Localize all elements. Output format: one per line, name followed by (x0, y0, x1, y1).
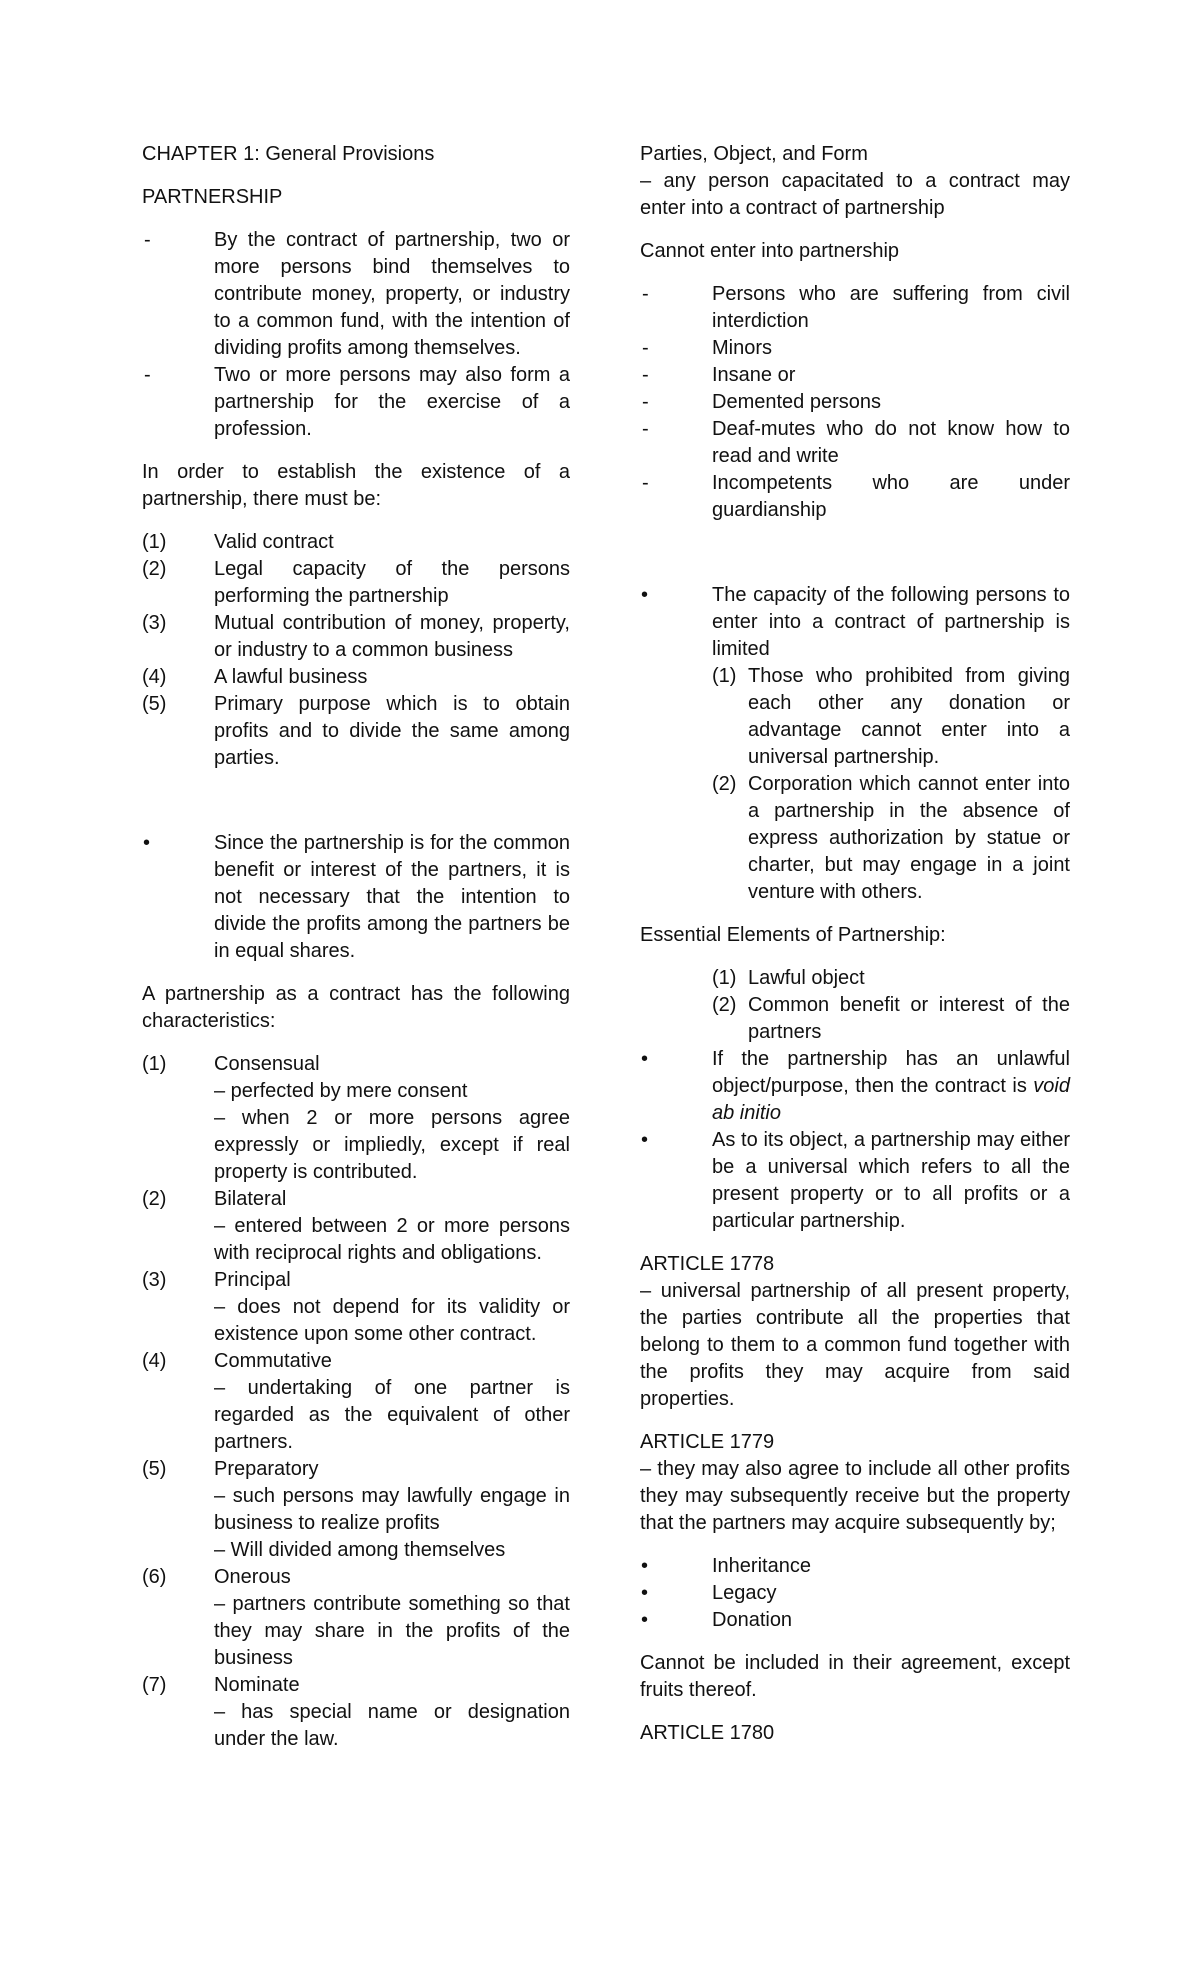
dash-marker: - (642, 283, 649, 305)
list-item (142, 1456, 570, 1564)
characteristic-detail: – does not depend for its validity or existence upon some other contract. (214, 1296, 570, 1345)
characteristic-name: Onerous (214, 1566, 291, 1588)
characteristic-detail: – when 2 or more persons agree expressly or impliedly, except if real property is contributed. (214, 1107, 570, 1183)
characteristic-detail: – perfected by mere consent (214, 1080, 468, 1102)
list-item (640, 1553, 1070, 1580)
article-1778-text: – universal partnership of all present property, the parties contribute all the properties that belong to them to a common fund together with the profits they may acquire from said properties. (640, 1280, 1070, 1410)
list-item (640, 335, 1070, 362)
item-text: Insane or (712, 364, 796, 386)
list-item (142, 529, 570, 556)
list-item (142, 1672, 570, 1753)
characteristic-detail: – Will divided among themselves (214, 1539, 506, 1561)
list-item (640, 1607, 1070, 1634)
item-number: (2) (142, 1188, 167, 1210)
list-item (142, 1051, 570, 1186)
list-item (640, 362, 1070, 389)
list-item (142, 1267, 570, 1348)
item-number: (1) (712, 665, 737, 687)
cannot-enter-list (640, 281, 1070, 524)
right-column (640, 141, 1070, 1763)
equal-shares-list (142, 830, 570, 965)
list-item (142, 1186, 570, 1267)
section-title: PARTNERSHIP (142, 186, 283, 208)
item-number: (2) (712, 773, 737, 795)
list-item (142, 610, 570, 664)
list-item (712, 663, 1070, 771)
bullet-icon: • (641, 1129, 649, 1151)
list-item (142, 556, 570, 610)
bullet-icon: • (641, 1582, 649, 1604)
bullet-icon: • (143, 832, 151, 854)
essential-sublist-wrap (640, 965, 1070, 1046)
essential-list (712, 965, 1070, 1046)
list-item (640, 281, 1070, 335)
list-item (712, 965, 1070, 992)
chapter-title: CHAPTER 1: General Provisions (142, 143, 435, 165)
bullet-icon: • (641, 584, 649, 606)
note-text: As to its object, a partnership may either be a universal which refers to all the present property or to all profits or a particular partnership. (712, 1129, 1070, 1232)
left-column (142, 141, 570, 1769)
list-item (640, 416, 1070, 470)
item-number: (6) (142, 1566, 167, 1588)
void-ab-initio-text: void ab initio (712, 1075, 1070, 1124)
characteristics-intro: A partnership as a contract has the following characteristics: (142, 983, 570, 1032)
note-text: If the partnership has an unlawful object/purpose, then the contract is (712, 1048, 1070, 1097)
bullet-icon: • (641, 1609, 649, 1631)
list-item (142, 362, 570, 443)
characteristic-name: Preparatory (214, 1458, 319, 1480)
item-number: (1) (142, 531, 167, 553)
list-item (142, 691, 570, 772)
article-1779-text: – they may also agree to include all other profits they may subsequently receive but the property that the partners may acquire subsequently by; (640, 1458, 1070, 1534)
characteristic-name: Consensual (214, 1053, 320, 1075)
parties-text: – any person capacitated to a contract may enter into a contract of partnership (640, 170, 1070, 219)
characteristic-detail: – partners contribute something so that they may share in the profits of the business (214, 1593, 570, 1669)
characteristic-name: Bilateral (214, 1188, 287, 1210)
list-item (142, 1564, 570, 1672)
definition-text: Two or more persons may also form a partnership for the exercise of a profession. (214, 364, 570, 440)
item-number: (4) (142, 666, 167, 688)
characteristic-name: Commutative (214, 1350, 332, 1372)
characteristic-detail: – entered between 2 or more persons with reciprocal rights and obligations. (214, 1215, 570, 1264)
item-text: Primary purpose which is to obtain profits and to divide the same among parties. (214, 693, 570, 769)
list-item (640, 582, 1070, 663)
item-text: Valid contract (214, 531, 334, 553)
capacity-sublist-wrap (640, 663, 1070, 906)
item-text: Deaf-mutes who do not know how to read and write (712, 418, 1070, 467)
dash-marker: - (144, 229, 151, 251)
item-text: Demented persons (712, 391, 881, 413)
item-text: Minors (712, 337, 773, 359)
article-1780-title: ARTICLE 1780 (640, 1722, 775, 1744)
bullet-icon: • (641, 1048, 649, 1070)
dash-marker: - (642, 337, 649, 359)
list-item (142, 1348, 570, 1456)
item-number: (7) (142, 1674, 167, 1696)
note-text: The capacity of the following persons to enter into a contract of partnership is limited (712, 584, 1070, 660)
item-text: Lawful object (748, 967, 865, 989)
characteristic-detail: – such persons may lawfully engage in business to realize profits (214, 1485, 570, 1534)
item-text: Persons who are suffering from civil interdiction (712, 283, 1070, 332)
characteristic-name: Principal (214, 1269, 291, 1291)
dash-marker: - (144, 364, 151, 386)
list-item (712, 771, 1070, 906)
acquisition-list (640, 1553, 1070, 1634)
characteristic-detail: – undertaking of one partner is regarded as the equivalent of other partners. (214, 1377, 570, 1453)
list-item (640, 1580, 1070, 1607)
list-item (142, 227, 570, 362)
article-1779-title: ARTICLE 1779 (640, 1431, 775, 1453)
capacity-sublist (712, 663, 1070, 906)
capacity-list (640, 582, 1070, 663)
item-text: Legal capacity of the persons performing the partnership (214, 558, 570, 607)
item-number: (5) (142, 693, 167, 715)
item-text: Legacy (712, 1582, 777, 1604)
item-number: (4) (142, 1350, 167, 1372)
item-number: (2) (142, 558, 167, 580)
item-text: A lawful business (214, 666, 368, 688)
existence-intro: In order to establish the existence of a partnership, there must be: (142, 461, 570, 510)
dash-marker: - (642, 418, 649, 440)
characteristics-list (142, 1051, 570, 1753)
item-number: (2) (712, 994, 737, 1016)
item-text: Incompetents who are under guardianship (712, 472, 1070, 521)
dash-marker: - (642, 472, 649, 494)
bullet-icon: • (641, 1555, 649, 1577)
item-text: Mutual contribution of money, property, or industry to a common business (214, 612, 570, 661)
parties-block (640, 141, 1070, 222)
item-text: Inheritance (712, 1555, 811, 1577)
article-1778-block (640, 1251, 1070, 1413)
characteristic-detail: – has special name or designation under the law. (214, 1701, 570, 1750)
cannot-enter-title: Cannot enter into partnership (640, 240, 900, 262)
essential-notes-list (640, 1046, 1070, 1235)
parties-title: Parties, Object, and Form (640, 143, 868, 165)
essential-title: Essential Elements of Partnership: (640, 924, 946, 946)
list-item (142, 830, 570, 965)
list-item (640, 470, 1070, 524)
dash-marker: - (642, 364, 649, 386)
list-item (640, 389, 1070, 416)
item-text: Those who prohibited from giving each other any donation or advantage cannot enter into a universal partnership. (748, 665, 1070, 768)
list-item (142, 664, 570, 691)
list-item (640, 1046, 1070, 1127)
note-text: Since the partnership is for the common benefit or interest of the partners, it is not necessary that the intention to divide the profits among the partners be in equal shares. (214, 832, 570, 962)
item-number: (1) (142, 1053, 167, 1075)
list-item (712, 992, 1070, 1046)
exclusion-note: Cannot be included in their agreement, except fruits thereof. (640, 1652, 1070, 1701)
item-text: Common benefit or interest of the partners (748, 994, 1070, 1043)
item-text: Donation (712, 1609, 793, 1631)
article-1779-block (640, 1429, 1070, 1537)
characteristic-name: Nominate (214, 1674, 300, 1696)
article-1778-title: ARTICLE 1778 (640, 1253, 775, 1275)
list-item (640, 1127, 1070, 1235)
item-number: (3) (142, 1269, 167, 1291)
item-text: Corporation which cannot enter into a partnership in the absence of express authorization by statue or charter, but may engage in a joint venture with others. (748, 773, 1070, 903)
item-number: (5) (142, 1458, 167, 1480)
item-number: (3) (142, 612, 167, 634)
definition-list (142, 227, 570, 443)
definition-text: By the contract of partnership, two or more persons bind themselves to contribute money, property, or industry to a common fund, with the intention of dividing profits among themselves. (214, 229, 570, 359)
item-number: (1) (712, 967, 737, 989)
existence-list (142, 529, 570, 772)
dash-marker: - (642, 391, 649, 413)
